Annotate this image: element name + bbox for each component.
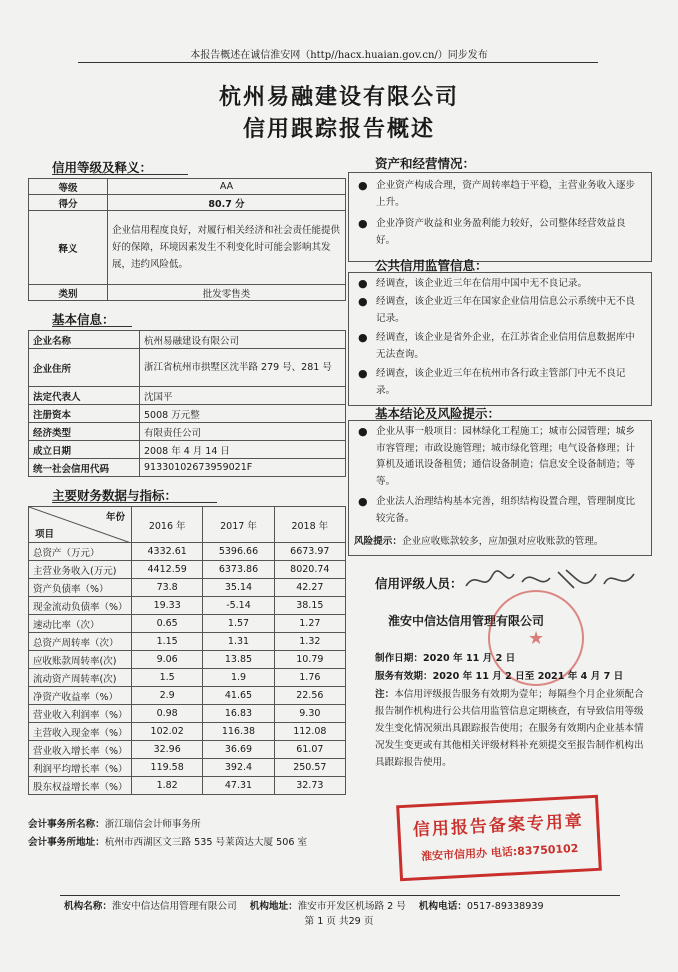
finance-item-label: 营业收入利润率（%） [29,705,132,723]
note-text: 本信用评级报告服务有效期为壹年；每隔叁个月企业须配合报告制作机构进行公共信用监管信息定期核查，有导致信用等级发生变化情况须出具跟踪报告使用；在服务有效期内企业基本情况发生变更或有其他相关评级材料补充须提交至报告制作机构出具跟踪报告使用。 [375,689,644,768]
page-number: 第 1 页 共29 页 [304,916,374,927]
bullet-icon: ● [358,495,368,508]
accounting-address [28,834,328,851]
finance-value-cell: 1.9 [203,669,274,687]
meaning-value: 企业信用程度良好，对履行相关经济和社会责任能提供好的保障，环境因素发生不利变化时可能会影响其发展，违约风险低。 [108,211,346,285]
production-date-value: 2020 年 11 月 2 日 [422,653,516,664]
finance-value-cell: 22.56 [274,687,345,705]
assets-item: ● 企业净资产收益和业务盈利能力较好，公司整体经营效益良好。 [358,217,626,246]
finance-row [29,597,346,615]
finance-row [29,759,346,777]
public-item: ● 经调查，该企业是省外企业，在江苏省企业信用信息数据库中无法查询。 [358,331,636,360]
finance-row [29,741,346,759]
accounting-firm-value: 浙江瑞信会计师事务所 [104,819,201,830]
finance-item-label: 营业收入增长率（%） [29,741,132,759]
basic-label: 经济类型 [29,423,140,441]
finance-value-cell: 392.4 [203,759,274,777]
finance-value-cell: 61.07 [274,741,345,759]
finance-heading-rule [52,502,217,503]
rating-label: 等级 [29,179,108,195]
finance-row [29,633,346,651]
finance-value-cell: 1.27 [274,615,345,633]
risk-note [354,533,646,550]
production-date-label: 制作日期： [375,653,423,664]
finance-value-cell: 0.98 [132,705,203,723]
basic-label: 法定代表人 [29,387,140,405]
finance-item-label: 总资产周转率（次） [29,633,132,651]
rating-table [28,178,346,301]
finance-value-cell: 1.31 [203,633,274,651]
public-item: ● 经调查，该企业近三年在信用中国中无不良记录。 [358,276,640,293]
finance-row [29,777,346,795]
seal-star-icon: ★ [528,628,545,649]
report-title-type: 信用跟踪报告概述 [242,117,435,142]
basic-label: 注册资本 [29,405,140,423]
footer-divider [60,895,620,896]
bullet-icon: ● [358,367,368,380]
footer-org-label: 机构名称： [64,901,112,912]
finance-row [29,687,346,705]
basic-value: 有限责任公司 [140,423,346,441]
finance-row [29,669,346,687]
agency-name: 淮安中信达信用管理有限公司 [388,614,545,628]
finance-value-cell: 38.15 [274,597,345,615]
accounting-address-label: 会计事务所地址： [28,837,105,848]
finance-row [29,561,346,579]
basic-value: 2008 年 4 月 14 日 [140,441,346,459]
finance-heading: 主要财务数据与指标： [52,488,178,503]
finance-value-cell: 1.5 [132,669,203,687]
finance-value-cell: 9.06 [132,651,203,669]
finance-row [29,579,346,597]
finance-row [29,723,346,741]
finance-item-label: 速动比率（次） [29,615,132,633]
category-label: 类别 [29,285,108,301]
finance-item-label: 利润平均增长率（%） [29,759,132,777]
finance-value-cell: 73.8 [132,579,203,597]
production-date [375,650,515,667]
finance-value-cell: 0.65 [132,615,203,633]
finance-value-cell: 250.57 [274,759,345,777]
conclusion-heading: 基本结论及风险提示： [375,406,501,421]
assets-item: ● 企业资产构成合理，资产周转率趋于平稳，主营业务收入逐步上升。 [358,179,636,208]
finance-value-cell: 4412.59 [132,561,203,579]
finance-value-cell: 112.08 [274,723,345,741]
finance-value-cell: -5.14 [203,597,274,615]
basic-value: 杭州易融建设有限公司 [140,331,346,349]
report-title-company: 杭州易融建设有限公司 [218,85,459,110]
finance-item-label: 现金流动负债率（%） [29,597,132,615]
footer-tel-value: 0517-89338939 [466,901,544,912]
corner-item-label: 项目 [35,529,55,540]
finance-rows [29,543,346,795]
basic-info-table [28,330,346,477]
validity-note [375,686,650,771]
finance-item-label: 总资产（万元） [29,543,132,561]
finance-row [29,705,346,723]
finance-value-cell: 1.15 [132,633,203,651]
bullet-icon: ● [358,217,368,230]
bullet-icon: ● [358,179,368,192]
finance-value-cell: 16.83 [203,705,274,723]
finance-value-cell: 32.73 [274,777,345,795]
finance-value-cell: 102.02 [132,723,203,741]
rating-heading-rule [52,174,188,175]
finance-item-label: 股东权益增长率（%） [29,777,132,795]
corner-year-label: 年份 [105,512,125,523]
year-header: 2016 年 [132,507,203,543]
validity-label: 服务有效期： [375,671,433,682]
rating-heading: 信用等级及释义： [52,160,153,175]
finance-value-cell: 13.85 [203,651,274,669]
basic-value: 91330102673959021F [140,459,346,477]
accounting-firm [28,816,346,833]
finance-corner-cell [29,507,132,543]
score-value: 80.7 分 [108,195,346,211]
risk-label: 风险提示： [354,536,402,547]
finance-value-cell: 32.96 [132,741,203,759]
conclusion-item: ● 企业从事一般项目：园林绿化工程施工；城市公园管理；城乡市容管理；市政设施管理；城市绿化管理；电气设备修理；计算机及通讯设备租赁；通信设备制造；信息安全设备制造；等等。 [358,425,636,487]
basic-value: 浙江省杭州市拱墅区沈半路 279 号、281 号 [140,349,346,387]
finance-value-cell: 9.30 [274,705,345,723]
header-divider [78,62,598,63]
basic-heading: 基本信息： [52,312,115,327]
score-label: 得分 [29,195,108,211]
basic-value: 5008 万元整 [140,405,346,423]
finance-value-cell: 2.9 [132,687,203,705]
finance-value-cell: 10.79 [274,651,345,669]
footer-org-value: 淮安中信达信用管理有限公司 [111,901,237,912]
meaning-label: 释义 [29,211,108,285]
assets-heading: 资产和经营情况： [375,156,476,171]
finance-value-cell: 41.65 [203,687,274,705]
bullet-icon: ● [358,277,368,290]
basic-label: 统一社会信用代码 [29,459,140,477]
finance-row [29,543,346,561]
finance-item-label: 资产负债率（%） [29,579,132,597]
finance-value-cell: 42.27 [274,579,345,597]
finance-value-cell: 8020.74 [274,561,345,579]
footer-addr-value: 淮安市开发区机场路 2 号 [297,901,406,912]
finance-value-cell: 1.76 [274,669,345,687]
finance-value-cell: 36.69 [203,741,274,759]
finance-value-cell: 1.32 [274,633,345,651]
validity-period [375,668,650,685]
raters-label: 信用评级人员： [375,576,463,591]
validity-value: 2020 年 11 月 2 日至 2021 年 4 月 7 日 [432,671,624,682]
finance-item-label: 应收账款周转率(次) [29,651,132,669]
public-item: ● 经调查，该企业近三年在国家企业信用信息公示系统中无不良记录。 [358,295,636,324]
filing-stamp [396,795,602,881]
year-header: 2018 年 [274,507,345,543]
rating-value: AA [108,179,346,195]
public-heading: 公共信用监管信息： [375,258,488,273]
footer-addr-label: 机构地址： [249,901,298,912]
public-item: ● 经调查，该企业近三年在杭州市各行政主管部门中无不良记录。 [358,367,626,396]
conclusion-item: ● 企业法人治理结构基本完善，组织结构设置合理，管理制度比较完备。 [358,495,636,524]
basic-label: 企业名称 [29,331,140,349]
accounting-firm-label: 会计事务所名称： [28,819,105,830]
finance-value-cell: 116.38 [203,723,274,741]
year-header: 2017 年 [203,507,274,543]
finance-row [29,615,346,633]
finance-item-label: 主营收入现金率（%） [29,723,132,741]
finance-item-label: 主营业务收入(万元) [29,561,132,579]
finance-value-cell: 1.82 [132,777,203,795]
stamp-sub-text: 淮安市信用办 电话:83750102 [420,841,579,864]
stamp-main-text: 信用报告备案专用章 [412,811,585,841]
basic-heading-rule [52,326,132,327]
finance-item-label: 净资产收益率（%） [29,687,132,705]
finance-value-cell: 5396.66 [203,543,274,561]
risk-text: 企业应收账款较多，应加强对应收账款的管理。 [401,536,604,547]
bullet-icon: ● [358,425,368,438]
footer-tel-label: 机构电话： [418,901,467,912]
finance-value-cell: 19.33 [132,597,203,615]
footer-info [64,898,624,912]
finance-row [29,651,346,669]
basic-label: 成立日期 [29,441,140,459]
finance-table [28,506,346,795]
basic-label: 企业住所 [29,349,140,387]
accounting-address-value: 杭州市西湖区文三路 535 号莱茵达大厦 506 室 [104,837,308,848]
finance-value-cell: 1.57 [203,615,274,633]
finance-value-cell: 35.14 [203,579,274,597]
bullet-icon: ● [358,295,368,308]
basic-value: 沈国平 [140,387,346,405]
category-value: 批发零售类 [108,285,346,301]
finance-value-cell: 47.31 [203,777,274,795]
finance-value-cell: 6373.86 [203,561,274,579]
finance-value-cell: 4332.61 [132,543,203,561]
finance-item-label: 流动资产周转率(次) [29,669,132,687]
finance-value-cell: 119.58 [132,759,203,777]
note-label: 注： [375,689,395,700]
header-note: 本报告概述在诚信淮安网（http//hacx.huaian.gov.cn/）同步发布 [190,50,488,61]
bullet-icon: ● [358,331,368,344]
finance-value-cell: 6673.97 [274,543,345,561]
